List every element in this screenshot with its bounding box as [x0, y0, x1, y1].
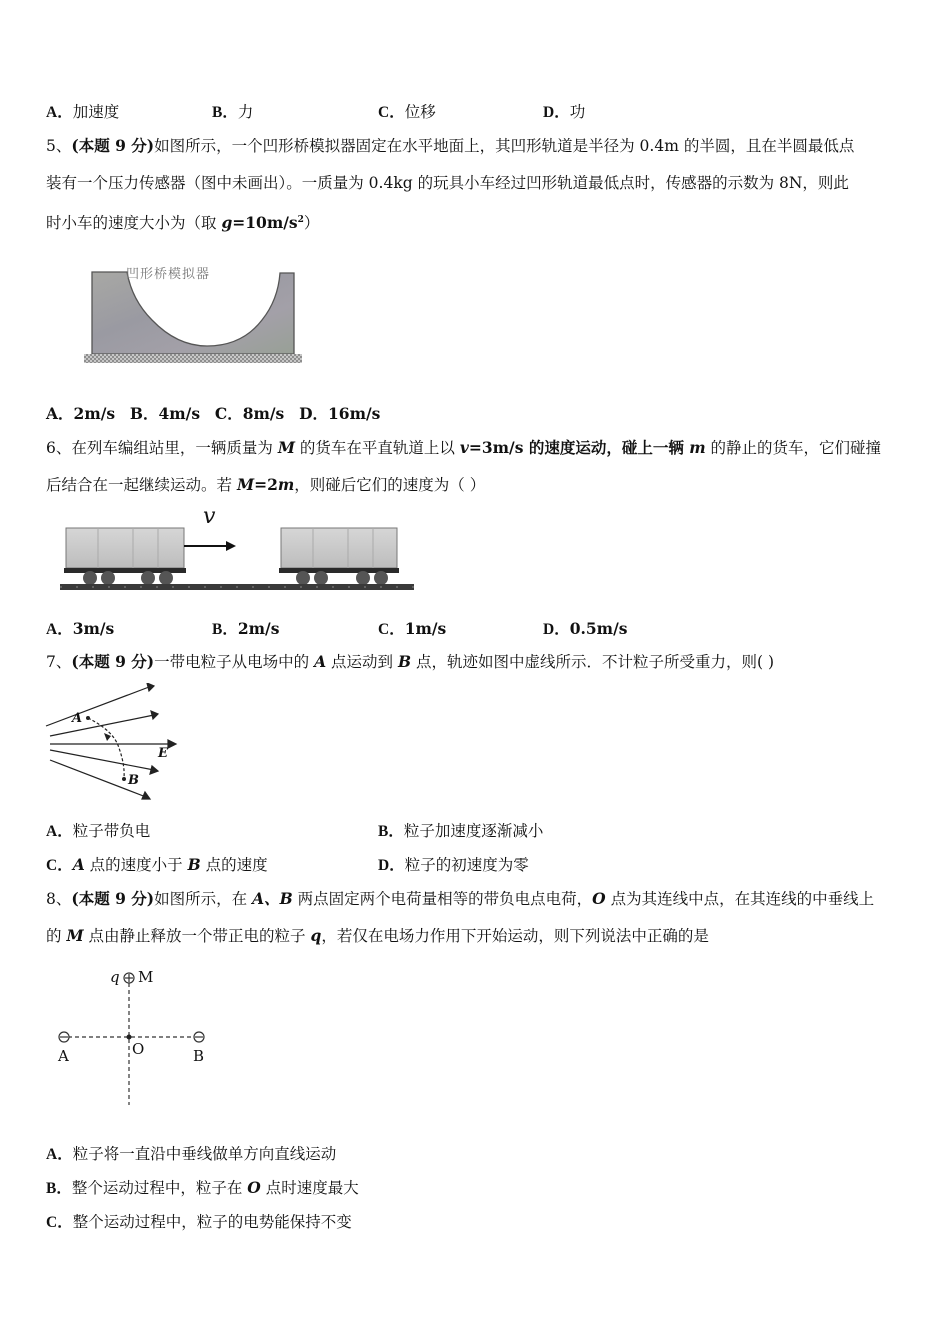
option-text: 整个运动过程中，粒子在 [71, 1179, 248, 1197]
q6-option-d [543, 619, 627, 640]
option-label: C． [214, 404, 243, 423]
electric-field-figure [44, 683, 184, 803]
q4-option-c [378, 102, 436, 123]
point-charges-figure [50, 965, 220, 1110]
q8-stem-line2 [46, 926, 709, 946]
q7-option-b [378, 821, 543, 842]
option-text: 点时速度最大 [260, 1179, 359, 1197]
option-text: 粒子加速度逐渐减小 [403, 822, 544, 840]
option-text: 点的速度 [200, 856, 268, 874]
q8-stem-line1 [46, 889, 874, 909]
question-text: 点，轨迹如图中虚线所示．不计粒子所受重力，则( ) [411, 653, 775, 671]
option-text: 2m/s [237, 619, 280, 638]
option-label: B． [378, 823, 404, 840]
option-label: B． [129, 404, 159, 423]
point-B: B [397, 652, 412, 671]
question-text: ，若仅在电场力作用下开始运动，则下列说法中正确的是 [321, 927, 709, 945]
question-text: 时小车的速度大小为（取 [46, 214, 222, 233]
option-label: D． [543, 621, 570, 638]
option-text: 0.5m/s [569, 619, 628, 638]
option-text: 整个运动过程中，粒子的电势能保持不变 [72, 1213, 352, 1231]
option-label: B． [46, 1180, 72, 1197]
q6-stem-line2 [46, 475, 485, 495]
label-B: B [128, 773, 139, 788]
question-number: 5、 [46, 137, 72, 155]
option-text: 力 [237, 103, 254, 121]
label-M: M [138, 968, 154, 986]
option-text: 2m/s [73, 404, 116, 423]
label-A: A [58, 1047, 69, 1065]
q6-option-b [212, 619, 279, 640]
option-label: C． [46, 857, 73, 874]
option-label: D． [543, 104, 570, 121]
question-text: 两点固定两个电荷量相等的带负电点电荷， [292, 890, 593, 908]
variable-v: v [459, 438, 469, 457]
question-text: 如图所示，一个凹形桥模拟器固定在水平地面上，其凹形轨道是半径为 0.4m 的半圆，且在半圆最低点 [154, 137, 855, 155]
point-M: M [66, 926, 84, 945]
label-q: q [110, 968, 120, 986]
q6-option-c [378, 619, 446, 640]
option-label: D． [299, 404, 329, 423]
question-text: ，则碰后它们的速度为（ ） [294, 476, 486, 494]
q6-stem-line1 [46, 438, 881, 458]
option-text: 3m/s [72, 619, 115, 638]
question-number: 8、 [46, 890, 72, 908]
q4-option-a [46, 102, 119, 123]
question-text: 点运动到 [326, 653, 398, 671]
question-text: 的货车在平直轨道上以 [294, 439, 460, 457]
question-text: 的 [46, 927, 67, 945]
question-text: 后结合在一起继续运动。若 [46, 476, 237, 494]
question-text: 点为其连线中点，在其连线的中垂线上 [605, 890, 875, 908]
question-text: 的静止的货车，它们碰撞 [705, 439, 882, 457]
question-text: ） [303, 214, 320, 233]
variable-m: m [689, 438, 706, 457]
option-text: 粒子带负电 [72, 822, 151, 840]
velocity-label: v [203, 504, 216, 529]
option-text: 位移 [404, 103, 436, 121]
option-label: B． [212, 104, 238, 121]
label-E: E [158, 746, 168, 761]
label-O: O [132, 1040, 145, 1058]
option-label: A． [46, 621, 73, 638]
option-label: A． [46, 823, 73, 840]
point-A: A [314, 652, 327, 671]
q8-option-c [46, 1212, 352, 1233]
option-label: A． [46, 104, 73, 121]
point-B: B [187, 855, 201, 874]
question-text: 如图所示，在 [154, 890, 253, 908]
option-text: 点的速度小于 [84, 856, 188, 874]
question-text: 点由静止释放一个带正电的粒子 [83, 927, 311, 945]
point-A: A [72, 855, 85, 874]
option-text: 16m/s [328, 404, 381, 423]
charge-q: q [310, 926, 322, 945]
option-label: C． [378, 621, 405, 638]
concave-bridge-figure [82, 262, 304, 366]
q7-option-d [378, 855, 529, 876]
question-text: =3m/s 的速度运动，碰上一辆 [468, 438, 690, 457]
option-text: 8m/s [242, 404, 285, 423]
option-text: 加速度 [72, 103, 120, 121]
question-score: (本题 9 分) [71, 652, 155, 671]
label-B: B [193, 1047, 205, 1065]
superscript: 2 [297, 215, 304, 225]
point-O: O [592, 889, 606, 908]
option-text: 1m/s [404, 619, 447, 638]
q4-option-d [543, 102, 585, 123]
option-label: B． [212, 621, 238, 638]
q5-options [46, 404, 380, 424]
option-label: A． [46, 1146, 73, 1163]
option-text: 粒子将一直沿中垂线做单方向直线运动 [72, 1145, 337, 1163]
q5-stem-line1 [46, 136, 854, 156]
variable-g: g [221, 213, 233, 233]
option-text: 4m/s [158, 404, 201, 423]
option-label: D． [378, 857, 405, 874]
question-text: 一带电粒子从电场中的 [154, 653, 315, 671]
q7-stem [46, 652, 774, 672]
point-O: O [247, 1178, 261, 1197]
option-label: C． [46, 1214, 73, 1231]
q6-option-a [46, 619, 114, 640]
q8-option-b [46, 1178, 359, 1199]
q8-option-a [46, 1144, 336, 1165]
q7-option-c [46, 855, 268, 876]
question-number: 6、 [46, 439, 72, 457]
q5-stem-line3 [46, 210, 319, 233]
q7-option-a [46, 821, 150, 842]
option-text: 功 [569, 103, 586, 121]
variable-M: M [277, 438, 295, 457]
variable-M: M [236, 475, 255, 494]
q4-option-b [212, 102, 253, 123]
option-text: 粒子的初速度为零 [404, 856, 529, 874]
question-score: (本题 9 分) [71, 889, 155, 908]
question-number: 7、 [46, 653, 72, 671]
figure-caption: 凹形桥模拟器 [126, 267, 211, 282]
q5-stem-line2 [46, 173, 849, 193]
question-score: (本题 9 分) [71, 136, 155, 155]
question-text: 在列车编组站里，一辆质量为 [71, 439, 278, 457]
freight-cars-figure [58, 504, 418, 598]
question-text: =2 [254, 475, 278, 494]
question-text: =10m/s [232, 213, 298, 233]
option-label: A． [46, 404, 74, 423]
question-text: 装有一个压力传感器（图中未画出）。一质量为 0.4kg 的玩具小车经过凹形轨道最低点时，传感器的示数为 8N，则此 [46, 174, 849, 192]
variable-m: m [277, 475, 295, 494]
label-A: A [72, 711, 83, 726]
option-label: C． [378, 104, 405, 121]
points-AB: A、B [252, 889, 293, 908]
